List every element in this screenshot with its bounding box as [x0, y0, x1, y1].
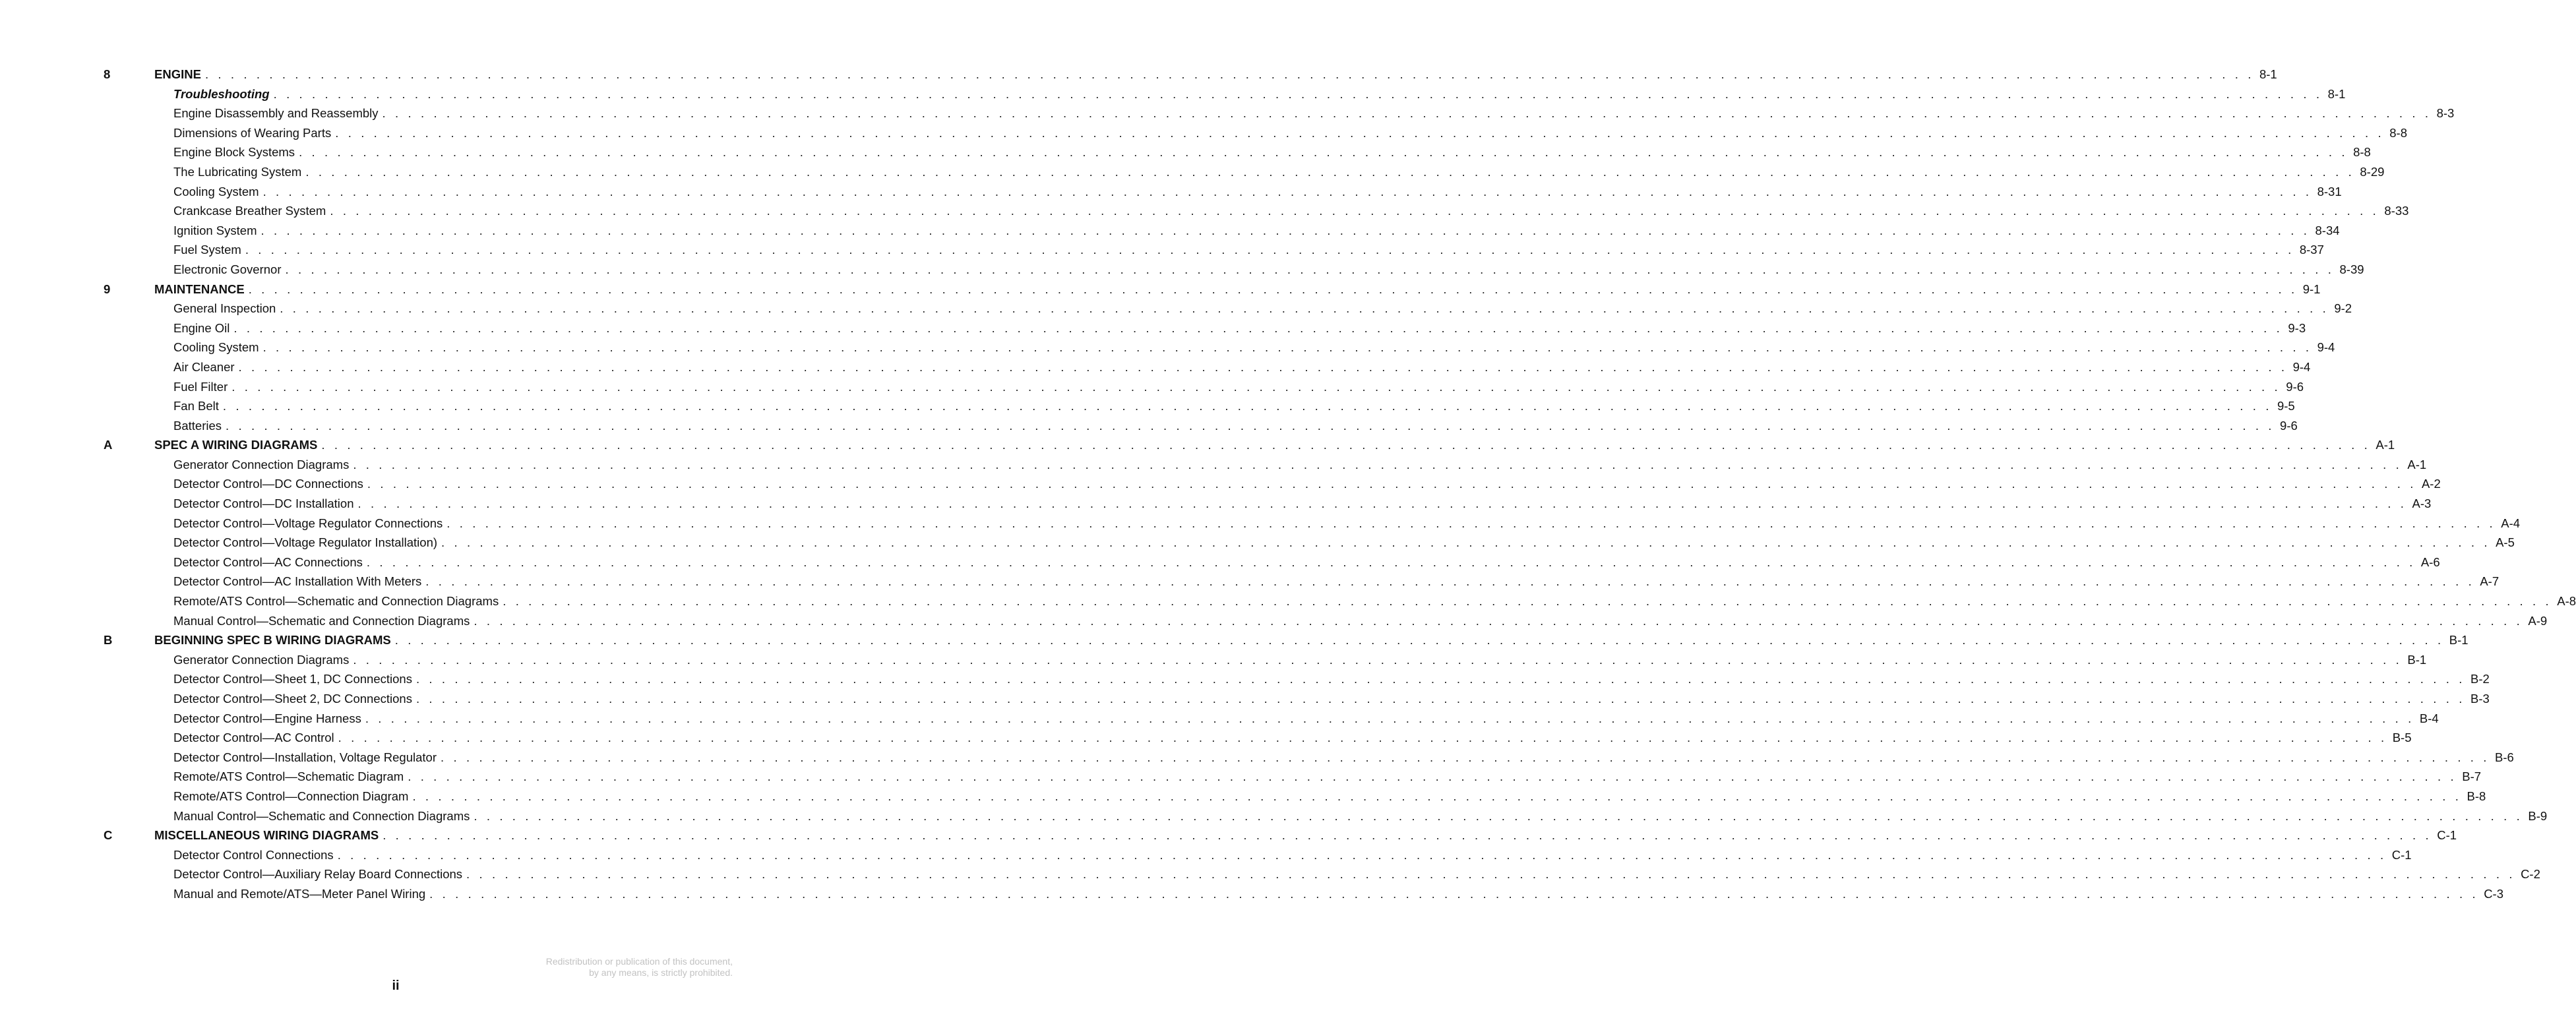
- toc-section-entry[interactable]: [173, 474, 2441, 494]
- toc-page-number: C-1: [2437, 828, 2457, 843]
- toc-entry-title: The Lubricating System: [173, 164, 302, 179]
- toc-section-entry[interactable]: [173, 240, 2324, 260]
- dot-leader: . . . . . . . . . . . . . . . . . . . . . . . . . . . . . . . . . . . . . . . . . . . . . . . . . . . . . . . . . . . . . . . . . . . . . . . . . . . . . . . . . . . . . . . . . . . . . . . . . . . . . . . . . . . . . . . . . . . . . . . . . . . . . . . . . . . . . . . . . . . . . . . . . . . . . . . . . . . . . . . .: [474, 808, 2523, 823]
- toc-section-entry[interactable]: [173, 709, 2439, 729]
- dot-leader: . . . . . . . . . . . . . . . . . . . . . . . . . . . . . . . . . . . . . . . . . . . . . . . . . . . . . . . . . . . . . . . . . . . . . . . . . . . . . . . . . . . . . . . . . . . . . . . . . . . . . . . . . . . . . . . . . . . . . . . . . . . . . . . . . . . . . . . . . . . . . . . . . . . . . . . . . . . . . . . .: [233, 320, 2283, 335]
- toc-row: [0, 396, 2295, 416]
- toc-entry-title: Detector Control—Engine Harness: [173, 711, 361, 725]
- toc-page-number: B-6: [2495, 750, 2514, 764]
- toc-row: [0, 221, 2340, 241]
- toc-row: [0, 884, 2503, 904]
- dot-leader: . . . . . . . . . . . . . . . . . . . . . . . . . . . . . . . . . . . . . . . . . . . . . . . . . . . . . . . . . . . . . . . . . . . . . . . . . . . . . . . . . . . . . . . . . . . . . . . . . . . . . . . . . . . . . . . . . . . . . . . . . . . . . . . . . . . . . . . . . . . . . . . . . . . . . . . . . . . . . . . .: [231, 379, 2281, 394]
- toc-entry-title: Fuel Filter: [173, 379, 228, 394]
- toc-entry-title: Engine Block Systems: [173, 145, 295, 160]
- toc-section-entry[interactable]: [173, 142, 2371, 162]
- toc-page-number: A-3: [2412, 497, 2432, 511]
- dot-leader: . . . . . . . . . . . . . . . . . . . . . . . . . . . . . . . . . . . . . . . . . . . . . . . . . . . . . . . . . . . . . . . . . . . . . . . . . . . . . . . . . . . . . . . . . . . . . . . . . . . . . . . . . . . . . . . . . . . . . . . . . . . . . . . . . . . . . . . . . . . . . . . . . . . . . . . . . . . . . . . .: [321, 438, 2371, 452]
- toc-page-number: 8-31: [2317, 184, 2342, 198]
- toc-section-entry[interactable]: [173, 357, 2311, 377]
- toc-section-entry[interactable]: [173, 864, 2540, 884]
- dot-leader: . . . . . . . . . . . . . . . . . . . . . . . . . . . . . . . . . . . . . . . . . . . . . . . . . . . . . . . . . . . . . . . . . . . . . . . . . . . . . . . . . . . . . . . . . . . . . . . . . . . . . . . . . . . . . . . . . . . . . . . . . . . . . . . . . . . . . . . . . . . . . . . . . . . . . . . . . . . . . . . .: [222, 399, 2272, 413]
- dot-leader: . . . . . . . . . . . . . . . . . . . . . . . . . . . . . . . . . . . . . . . . . . . . . . . . . . . . . . . . . . . . . . . . . . . . . . . . . . . . . . . . . . . . . . . . . . . . . . . . . . . . . . . . . . . . . . . . . . . . . . . . . . . . . . . . . . . . . . . . . . . . . . . . . . . . . . . . . . . . . . . .: [415, 692, 2465, 706]
- toc-row: [0, 767, 2482, 787]
- toc-chapter-number: 9: [104, 282, 111, 296]
- toc-chapter-entry[interactable]: [154, 435, 2395, 455]
- toc-row: [0, 201, 2409, 221]
- toc-page-number: 9-4: [2317, 340, 2335, 355]
- toc-section-entry[interactable]: [173, 611, 2548, 631]
- dot-leader: . . . . . . . . . . . . . . . . . . . . . . . . . . . . . . . . . . . . . . . . . . . . . . . . . . . . . . . . . . . . . . . . . . . . . . . . . . . . . . . . . . . . . . . . . . . . . . . . . . . . . . . . . . . . . . . . . . . . . . . . . . . . . . . . . . . . . . . . . . . . . . . . . . . . . . . . . . . . . . . .: [262, 340, 2312, 355]
- toc-row: [0, 182, 2342, 202]
- toc-page-number: 8-8: [2353, 145, 2371, 160]
- toc-entry-title: Engine Oil: [173, 320, 230, 335]
- toc-page-number: A-5: [2496, 535, 2515, 550]
- toc-page-number: 9-6: [2280, 418, 2298, 433]
- toc-entry-title: Fuel System: [173, 243, 241, 257]
- toc-section-entry[interactable]: [173, 650, 2427, 670]
- toc-page-number: A-6: [2420, 555, 2440, 569]
- toc-entry-title: Troubleshooting: [173, 86, 270, 101]
- toc-row: [0, 845, 2412, 865]
- toc-row: [0, 572, 2499, 591]
- dot-leader: . . . . . . . . . . . . . . . . . . . . . . . . . . . . . . . . . . . . . . . . . . . . . . . . . . . . . . . . . . . . . . . . . . . . . . . . . . . . . . . . . . . . . . . . . . . . . . . . . . . . . . . . . . . . . . . . . . . . . . . . . . . . . . . . . . . . . . . . . . . . . . . . . . . . . . . . . . . . . . . .: [446, 516, 2496, 530]
- toc-section-entry[interactable]: [173, 884, 2503, 904]
- toc-entry-title: General Inspection: [173, 301, 276, 316]
- dot-leader: . . . . . . . . . . . . . . . . . . . . . . . . . . . . . . . . . . . . . . . . . . . . . . . . . . . . . . . . . . . . . . . . . . . . . . . . . . . . . . . . . . . . . . . . . . . . . . . . . . . . . . . . . . . . . . . . . . . . . . . . . . . . . . . . . . . . . . . . . . . . . . . . . . . . . . . . . . . . . . . .: [408, 769, 2457, 784]
- toc-chapter-entry[interactable]: [154, 630, 2469, 650]
- dot-leader: . . . . . . . . . . . . . . . . . . . . . . . . . . . . . . . . . . . . . . . . . . . . . . . . . . . . . . . . . . . . . . . . . . . . . . . . . . . . . . . . . . . . . . . . . . . . . . . . . . . . . . . . . . . . . . . . . . . . . . . . . . . . . . . . . . . . . . . . . . . . . . . . . . . . . . . . . . . . . . . .: [280, 301, 2329, 316]
- dot-leader: . . . . . . . . . . . . . . . . . . . . . . . . . . . . . . . . . . . . . . . . . . . . . . . . . . . . . . . . . . . . . . . . . . . . . . . . . . . . . . . . . . . . . . . . . . . . . . . . . . . . . . . . . . . . . . . . . . . . . . . . . . . . . . . . . . . . . . . . . . . . . . . . . . . . . . . . . . . . . . . .: [412, 789, 2462, 803]
- toc-page-number: B-5: [2392, 731, 2412, 745]
- toc-section-entry[interactable]: [173, 377, 2304, 397]
- toc-row: [0, 123, 2408, 143]
- toc-entry-title: BEGINNING SPEC B WIRING DIAGRAMS: [154, 633, 391, 648]
- dot-leader: . . . . . . . . . . . . . . . . . . . . . . . . . . . . . . . . . . . . . . . . . . . . . . . . . . . . . . . . . . . . . . . . . . . . . . . . . . . . . . . . . . . . . . . . . . . . . . . . . . . . . . . . . . . . . . . . . . . . . . . . . . . . . . . . . . . . . . . . . . . . . . . . . . . . . . . . . . . . . . . .: [357, 497, 2407, 511]
- toc-page-number: 8-37: [2299, 243, 2324, 257]
- page-number: ii: [392, 979, 400, 993]
- toc-entry-title: Detector Control—AC Control: [173, 731, 334, 745]
- toc-page-number: B-2: [2470, 672, 2490, 686]
- dot-leader: . . . . . . . . . . . . . . . . . . . . . . . . . . . . . . . . . . . . . . . . . . . . . . . . . . . . . . . . . . . . . . . . . . . . . . . . . . . . . . . . . . . . . . . . . . . . . . . . . . . . . . . . . . . . . . . . . . . . . . . . . . . . . . . . . . . . . . . . . . . . . . . . . . . . . . . . . . . . . . . .: [429, 886, 2479, 901]
- toc-section-entry[interactable]: [173, 533, 2515, 553]
- toc-page-number: B-1: [2407, 652, 2427, 667]
- toc-page-number: 9-4: [2292, 359, 2311, 374]
- toc-entry-title: Cooling System: [173, 340, 259, 355]
- dot-leader: . . . . . . . . . . . . . . . . . . . . . . . . . . . . . . . . . . . . . . . . . . . . . . . . . . . . . . . . . . . . . . . . . . . . . . . . . . . . . . . . . . . . . . . . . . . . . . . . . . . . . . . . . . . . . . . . . . . . . . . . . . . . . . . . . . . . . . . . . . . . . . . . . . . . . . . . . . . . . . . .: [353, 457, 2403, 471]
- toc-page-number: 8-34: [2315, 223, 2340, 237]
- toc-entry-title: MISCELLANEOUS WIRING DIAGRAMS: [154, 828, 379, 843]
- toc-page-number: 9-6: [2286, 379, 2304, 394]
- toc-row: [0, 84, 2346, 104]
- toc-page-number: B-4: [2419, 711, 2439, 725]
- toc-row: [0, 357, 2311, 377]
- toc-section-entry[interactable]: [173, 455, 2427, 475]
- toc-row: [0, 338, 2335, 357]
- toc-entry-title: Detector Control—Installation, Voltage Regulator: [173, 750, 437, 764]
- dot-leader: . . . . . . . . . . . . . . . . . . . . . . . . . . . . . . . . . . . . . . . . . . . . . . . . . . . . . . . . . . . . . . . . . . . . . . . . . . . . . . . . . . . . . . . . . . . . . . . . . . . . . . . . . . . . . . . . . . . . . . . . . . . . . . . . . . . . . . . . . . . . . . . . . . . . . . . . . . . . . . . .: [474, 613, 2523, 628]
- toc-entry-title: Remote/ATS Control—Schematic and Connection Diagrams: [173, 594, 499, 609]
- dot-leader: . . . . . . . . . . . . . . . . . . . . . . . . . . . . . . . . . . . . . . . . . . . . . . . . . . . . . . . . . . . . . . . . . . . . . . . . . . . . . . . . . . . . . . . . . . . . . . . . . . . . . . . . . . . . . . . . . . . . . . . . . . . . . . . . . . . . . . . . . . . . . . . . . . . . . . . . . . . . . . . .: [330, 204, 2379, 218]
- toc-row: [0, 280, 2321, 299]
- dot-leader: . . . . . . . . . . . . . . . . . . . . . . . . . . . . . . . . . . . . . . . . . . . . . . . . . . . . . . . . . . . . . . . . . . . . . . . . . . . . . . . . . . . . . . . . . . . . . . . . . . . . . . . . . . . . . . . . . . . . . . . . . . . . . . . . . . . . . . . . . . . . . . . . . . . . . . . . . . . . . . . .: [248, 282, 2298, 296]
- toc-entry-title: Batteries: [173, 418, 222, 433]
- toc-page-number: C-3: [2484, 886, 2503, 901]
- toc-row: [0, 416, 2298, 436]
- toc-entry-title: Remote/ATS Control—Schematic Diagram: [173, 769, 404, 784]
- toc-entry-title: Detector Control—AC Installation With Meters: [173, 574, 422, 589]
- toc-page-number: B-9: [2528, 808, 2548, 823]
- toc-section-entry[interactable]: [173, 553, 2440, 572]
- toc-chapter-entry[interactable]: [154, 280, 2321, 299]
- toc-page-number: A-1: [2407, 457, 2427, 471]
- toc-row: [0, 591, 2576, 611]
- toc-entry-title: Manual Control—Schematic and Connection Diagrams: [173, 613, 470, 628]
- dot-leader: . . . . . . . . . . . . . . . . . . . . . . . . . . . . . . . . . . . . . . . . . . . . . . . . . . . . . . . . . . . . . . . . . . . . . . . . . . . . . . . . . . . . . . . . . . . . . . . . . . . . . . . . . . . . . . . . . . . . . . . . . . . . . . . . . . . . . . . . . . . . . . . . . . . . . . . . . . . . . . . .: [415, 672, 2465, 686]
- toc-entry-title: MAINTENANCE: [154, 282, 245, 296]
- toc-section-entry[interactable]: [173, 162, 2385, 182]
- toc-section-entry[interactable]: [173, 748, 2514, 768]
- notice-line-2: by any means, is strictly prohibited.: [589, 967, 733, 978]
- toc-row: [0, 377, 2304, 397]
- toc-row: [0, 65, 2277, 84]
- toc-row: [0, 826, 2457, 845]
- toc-entry-title: Detector Control—Sheet 2, DC Connections: [173, 692, 412, 706]
- toc-page-number: B-3: [2470, 692, 2490, 706]
- toc-entry-title: Detector Control—Voltage Regulator Connections: [173, 516, 443, 530]
- toc-entry-title: Detector Control—DC Connections: [173, 477, 363, 491]
- toc-row: [0, 553, 2440, 572]
- redistribution-notice: [546, 956, 733, 979]
- toc-section-entry[interactable]: [173, 396, 2295, 416]
- dot-leader: . . . . . . . . . . . . . . . . . . . . . . . . . . . . . . . . . . . . . . . . . . . . . . . . . . . . . . . . . . . . . . . . . . . . . . . . . . . . . . . . . . . . . . . . . . . . . . . . . . . . . . . . . . . . . . . . . . . . . . . . . . . . . . . . . . . . . . . . . . . . . . . . . . . . . . . . . . . . . . . .: [262, 184, 2312, 198]
- dot-leader: . . . . . . . . . . . . . . . . . . . . . . . . . . . . . . . . . . . . . . . . . . . . . . . . . . . . . . . . . . . . . . . . . . . . . . . . . . . . . . . . . . . . . . . . . . . . . . . . . . . . . . . . . . . . . . . . . . . . . . . . . . . . . . . . . . . . . . . . . . . . . . . . . . . . . . . . . . . . . . . .: [367, 477, 2416, 491]
- toc-chapter-number: B: [104, 633, 113, 648]
- toc-section-entry[interactable]: [173, 104, 2455, 123]
- toc-page-number: 9-2: [2334, 301, 2352, 316]
- toc-row: [0, 435, 2395, 455]
- toc-entry-title: Crankcase Breather System: [173, 204, 326, 218]
- dot-leader: . . . . . . . . . . . . . . . . . . . . . . . . . . . . . . . . . . . . . . . . . . . . . . . . . . . . . . . . . . . . . . . . . . . . . . . . . . . . . . . . . . . . . . . . . . . . . . . . . . . . . . . . . . . . . . . . . . . . . . . . . . . . . . . . . . . . . . . . . . . . . . . . . . . . . . . . . . . . . . . .: [245, 243, 2294, 257]
- toc-row: [0, 260, 2364, 280]
- toc-section-entry[interactable]: [173, 806, 2548, 826]
- toc-row: [0, 494, 2432, 514]
- toc-section-entry[interactable]: [173, 669, 2490, 689]
- toc-entry-title: Detector Control Connections: [173, 847, 334, 862]
- dot-leader: . . . . . . . . . . . . . . . . . . . . . . . . . . . . . . . . . . . . . . . . . . . . . . . . . . . . . . . . . . . . . . . . . . . . . . . . . . . . . . . . . . . . . . . . . . . . . . . . . . . . . . . . . . . . . . . . . . . . . . . . . . . . . . . . . . . . . . . . . . . . . . . . . . . . . . . . . . . . . . . .: [466, 867, 2516, 882]
- toc-entry-title: Detector Control—Auxiliary Relay Board Connections: [173, 867, 463, 882]
- toc-page-number: 9-3: [2288, 320, 2306, 335]
- toc-entry-title: Detector Control—Sheet 1, DC Connections: [173, 672, 412, 686]
- toc-section-entry[interactable]: [173, 201, 2409, 221]
- toc-entry-title: Detector Control—DC Installation: [173, 497, 354, 511]
- toc-entry-title: Cooling System: [173, 184, 259, 198]
- toc-page-number: B-7: [2462, 769, 2482, 784]
- toc-page-number: A-2: [2421, 477, 2441, 491]
- toc-entry-title: Fan Belt: [173, 399, 219, 413]
- toc-entry-title: Ignition System: [173, 223, 257, 237]
- toc-row: [0, 299, 2352, 318]
- toc-page-number: 9-1: [2302, 282, 2321, 296]
- dot-leader: . . . . . . . . . . . . . . . . . . . . . . . . . . . . . . . . . . . . . . . . . . . . . . . . . . . . . . . . . . . . . . . . . . . . . . . . . . . . . . . . . . . . . . . . . . . . . . . . . . . . . . . . . . . . . . . . . . . . . . . . . . . . . . . . . . . . . . . . . . . . . . . . . . . . . . . . . . . . . . . .: [337, 847, 2387, 862]
- toc-section-entry[interactable]: [173, 728, 2412, 748]
- toc-entry-title: Manual and Remote/ATS—Meter Panel Wiring: [173, 886, 426, 901]
- dot-leader: . . . . . . . . . . . . . . . . . . . . . . . . . . . . . . . . . . . . . . . . . . . . . . . . . . . . . . . . . . . . . . . . . . . . . . . . . . . . . . . . . . . . . . . . . . . . . . . . . . . . . . . . . . . . . . . . . . . . . . . . . . . . . . . . . . . . . . . . . . . . . . . . . . . . . . . . . . . . . . . .: [299, 145, 2348, 160]
- toc-entry-title: Remote/ATS Control—Connection Diagram: [173, 789, 409, 803]
- toc-row: [0, 162, 2385, 182]
- toc-chapter-entry[interactable]: [154, 65, 2277, 84]
- table-of-contents: [0, 65, 2576, 904]
- toc-section-entry[interactable]: [173, 845, 2412, 865]
- dot-leader: . . . . . . . . . . . . . . . . . . . . . . . . . . . . . . . . . . . . . . . . . . . . . . . . . . . . . . . . . . . . . . . . . . . . . . . . . . . . . . . . . . . . . . . . . . . . . . . . . . . . . . . . . . . . . . . . . . . . . . . . . . . . . . . . . . . . . . . . . . . . . . . . . . . . . . . . . . . . . . . .: [503, 594, 2552, 609]
- toc-entry-title: Generator Connection Diagrams: [173, 457, 350, 471]
- toc-entry-title: Detector Control—Voltage Regulator Installation): [173, 535, 438, 550]
- toc-section-entry[interactable]: [173, 689, 2490, 709]
- toc-page-number: 8-3: [2436, 106, 2455, 121]
- toc-chapter-entry[interactable]: [154, 826, 2457, 845]
- toc-row: [0, 728, 2412, 748]
- toc-row: [0, 611, 2548, 631]
- toc-section-entry[interactable]: [173, 182, 2342, 202]
- dot-leader: . . . . . . . . . . . . . . . . . . . . . . . . . . . . . . . . . . . . . . . . . . . . . . . . . . . . . . . . . . . . . . . . . . . . . . . . . . . . . . . . . . . . . . . . . . . . . . . . . . . . . . . . . . . . . . . . . . . . . . . . . . . . . . . . . . . . . . . . . . . . . . . . . . . . . . . . . . . . . . . .: [335, 125, 2385, 140]
- toc-entry-title: Detector Control—AC Connections: [173, 555, 363, 569]
- toc-section-entry[interactable]: [173, 787, 2486, 806]
- toc-section-entry[interactable]: [173, 338, 2335, 357]
- dot-leader: . . . . . . . . . . . . . . . . . . . . . . . . . . . . . . . . . . . . . . . . . . . . . . . . . . . . . . . . . . . . . . . . . . . . . . . . . . . . . . . . . . . . . . . . . . . . . . . . . . . . . . . . . . . . . . . . . . . . . . . . . . . . . . . . . . . . . . . . . . . . . . . . . . . . . . . . . . . . . . . .: [365, 711, 2414, 725]
- toc-section-entry[interactable]: [173, 123, 2408, 143]
- dot-leader: . . . . . . . . . . . . . . . . . . . . . . . . . . . . . . . . . . . . . . . . . . . . . . . . . . . . . . . . . . . . . . . . . . . . . . . . . . . . . . . . . . . . . . . . . . . . . . . . . . . . . . . . . . . . . . . . . . . . . . . . . . . . . . . . . . . . . . . . . . . . . . . . . . . . . . . . . . . . . . . .: [353, 652, 2403, 667]
- toc-entry-title: Electronic Governor: [173, 262, 282, 276]
- toc-page-number: 8-33: [2384, 204, 2409, 218]
- toc-entry-title: SPEC A WIRING DIAGRAMS: [154, 438, 318, 452]
- toc-row: [0, 787, 2486, 806]
- toc-row: [0, 630, 2469, 650]
- toc-row: [0, 669, 2490, 689]
- toc-section-entry[interactable]: [173, 221, 2340, 241]
- toc-page-number: 8-29: [2360, 164, 2385, 179]
- notice-line-1: Redistribution or publication of this document,: [545, 956, 733, 967]
- dot-leader: . . . . . . . . . . . . . . . . . . . . . . . . . . . . . . . . . . . . . . . . . . . . . . . . . . . . . . . . . . . . . . . . . . . . . . . . . . . . . . . . . . . . . . . . . . . . . . . . . . . . . . . . . . . . . . . . . . . . . . . . . . . . . . . . . . . . . . . . . . . . . . . . . . . . . . . . . . . . . . . .: [204, 67, 2254, 81]
- toc-page-number: A-7: [2480, 574, 2499, 589]
- toc-page-number: 8-1: [2259, 67, 2277, 81]
- toc-page-number: 9-5: [2277, 399, 2295, 413]
- toc-row: [0, 142, 2371, 162]
- toc-row: [0, 455, 2427, 475]
- toc-page-number: 8-8: [2389, 125, 2408, 140]
- toc-row: [0, 240, 2324, 260]
- toc-entry-title: Manual Control—Schematic and Connection Diagrams: [173, 808, 470, 823]
- toc-section-entry[interactable]: [173, 84, 2346, 104]
- toc-page-number: C-1: [2391, 847, 2412, 862]
- dot-leader: . . . . . . . . . . . . . . . . . . . . . . . . . . . . . . . . . . . . . . . . . . . . . . . . . . . . . . . . . . . . . . . . . . . . . . . . . . . . . . . . . . . . . . . . . . . . . . . . . . . . . . . . . . . . . . . . . . . . . . . . . . . . . . . . . . . . . . . . . . . . . . . . . . . . . . . . . . . . . . . .: [305, 164, 2355, 179]
- toc-row: [0, 533, 2515, 553]
- toc-row: [0, 318, 2306, 338]
- dot-leader: . . . . . . . . . . . . . . . . . . . . . . . . . . . . . . . . . . . . . . . . . . . . . . . . . . . . . . . . . . . . . . . . . . . . . . . . . . . . . . . . . . . . . . . . . . . . . . . . . . . . . . . . . . . . . . . . . . . . . . . . . . . . . . . . . . . . . . . . . . . . . . . . . . . . . . . . . . . . . . . .: [441, 750, 2490, 764]
- toc-section-entry[interactable]: [173, 591, 2576, 611]
- toc-section-entry[interactable]: [173, 260, 2364, 280]
- toc-section-entry[interactable]: [173, 494, 2432, 514]
- dot-leader: . . . . . . . . . . . . . . . . . . . . . . . . . . . . . . . . . . . . . . . . . . . . . . . . . . . . . . . . . . . . . . . . . . . . . . . . . . . . . . . . . . . . . . . . . . . . . . . . . . . . . . . . . . . . . . . . . . . . . . . . . . . . . . . . . . . . . . . . . . . . . . . . . . . . . . . . . . . . . . . .: [238, 359, 2288, 374]
- toc-section-entry[interactable]: [173, 318, 2306, 338]
- toc-page-number: A-8: [2557, 594, 2576, 609]
- toc-row: [0, 474, 2441, 494]
- toc-row: [0, 689, 2490, 709]
- dot-leader: . . . . . . . . . . . . . . . . . . . . . . . . . . . . . . . . . . . . . . . . . . . . . . . . . . . . . . . . . . . . . . . . . . . . . . . . . . . . . . . . . . . . . . . . . . . . . . . . . . . . . . . . . . . . . . . . . . . . . . . . . . . . . . . . . . . . . . . . . . . . . . . . . . . . . . . . . . . . . . . .: [394, 633, 2444, 648]
- toc-entry-title: Engine Disassembly and Reassembly: [173, 106, 379, 121]
- toc-section-entry[interactable]: [173, 299, 2352, 318]
- toc-page-number: A-1: [2376, 438, 2395, 452]
- toc-page-number: A-4: [2501, 516, 2521, 530]
- toc-entry-title: Dimensions of Wearing Parts: [173, 125, 332, 140]
- toc-section-entry[interactable]: [173, 416, 2298, 436]
- dot-leader: . . . . . . . . . . . . . . . . . . . . . . . . . . . . . . . . . . . . . . . . . . . . . . . . . . . . . . . . . . . . . . . . . . . . . . . . . . . . . . . . . . . . . . . . . . . . . . . . . . . . . . . . . . . . . . . . . . . . . . . . . . . . . . . . . . . . . . . . . . . . . . . . . . . . . . . . . . . . . . . .: [226, 418, 2275, 433]
- toc-entry-title: Generator Connection Diagrams: [173, 652, 350, 667]
- dot-leader: . . . . . . . . . . . . . . . . . . . . . . . . . . . . . . . . . . . . . . . . . . . . . . . . . . . . . . . . . . . . . . . . . . . . . . . . . . . . . . . . . . . . . . . . . . . . . . . . . . . . . . . . . . . . . . . . . . . . . . . . . . . . . . . . . . . . . . . . . . . . . . . . . . . . . . . . . . . . . . . .: [338, 731, 2387, 745]
- toc-chapter-number: C: [104, 828, 113, 843]
- toc-page-number: A-9: [2528, 613, 2548, 628]
- toc-page-number: C-2: [2521, 867, 2540, 882]
- dot-leader: . . . . . . . . . . . . . . . . . . . . . . . . . . . . . . . . . . . . . . . . . . . . . . . . . . . . . . . . . . . . . . . . . . . . . . . . . . . . . . . . . . . . . . . . . . . . . . . . . . . . . . . . . . . . . . . . . . . . . . . . . . . . . . . . . . . . . . . . . . . . . . . . . . . . . . . . . . . . . . . .: [285, 262, 2335, 276]
- toc-page-number: B-1: [2449, 633, 2469, 648]
- toc-row: [0, 806, 2548, 826]
- toc-section-entry[interactable]: [173, 572, 2499, 591]
- toc-row: [0, 104, 2455, 123]
- dot-leader: . . . . . . . . . . . . . . . . . . . . . . . . . . . . . . . . . . . . . . . . . . . . . . . . . . . . . . . . . . . . . . . . . . . . . . . . . . . . . . . . . . . . . . . . . . . . . . . . . . . . . . . . . . . . . . . . . . . . . . . . . . . . . . . . . . . . . . . . . . . . . . . . . . . . . . . . . . . . . . . .: [261, 223, 2310, 237]
- toc-page-number: B-8: [2467, 789, 2486, 803]
- dot-leader: . . . . . . . . . . . . . . . . . . . . . . . . . . . . . . . . . . . . . . . . . . . . . . . . . . . . . . . . . . . . . . . . . . . . . . . . . . . . . . . . . . . . . . . . . . . . . . . . . . . . . . . . . . . . . . . . . . . . . . . . . . . . . . . . . . . . . . . . . . . . . . . . . . . . . . . . . . . . . . . .: [366, 555, 2416, 569]
- toc-entry-title: Air Cleaner: [173, 359, 235, 374]
- dot-leader: . . . . . . . . . . . . . . . . . . . . . . . . . . . . . . . . . . . . . . . . . . . . . . . . . . . . . . . . . . . . . . . . . . . . . . . . . . . . . . . . . . . . . . . . . . . . . . . . . . . . . . . . . . . . . . . . . . . . . . . . . . . . . . . . . . . . . . . . . . . . . . . . . . . . . . . . . . . . . . . .: [273, 86, 2323, 101]
- toc-page-number: 8-39: [2339, 262, 2364, 276]
- toc-chapter-number: 8: [104, 67, 111, 81]
- dot-leader: . . . . . . . . . . . . . . . . . . . . . . . . . . . . . . . . . . . . . . . . . . . . . . . . . . . . . . . . . . . . . . . . . . . . . . . . . . . . . . . . . . . . . . . . . . . . . . . . . . . . . . . . . . . . . . . . . . . . . . . . . . . . . . . . . . . . . . . . . . . . . . . . . . . . . . . . . . . . . . . .: [382, 106, 2432, 121]
- toc-row: [0, 864, 2540, 884]
- toc-page-number: 8-1: [2327, 86, 2346, 101]
- toc-section-entry[interactable]: [173, 767, 2482, 787]
- dot-leader: . . . . . . . . . . . . . . . . . . . . . . . . . . . . . . . . . . . . . . . . . . . . . . . . . . . . . . . . . . . . . . . . . . . . . . . . . . . . . . . . . . . . . . . . . . . . . . . . . . . . . . . . . . . . . . . . . . . . . . . . . . . . . . . . . . . . . . . . . . . . . . . . . . . . . . . . . . . . . . . .: [383, 828, 2432, 843]
- dot-leader: . . . . . . . . . . . . . . . . . . . . . . . . . . . . . . . . . . . . . . . . . . . . . . . . . . . . . . . . . . . . . . . . . . . . . . . . . . . . . . . . . . . . . . . . . . . . . . . . . . . . . . . . . . . . . . . . . . . . . . . . . . . . . . . . . . . . . . . . . . . . . . . . . . . . . . . . . . . . . . . .: [441, 535, 2491, 550]
- toc-row: [0, 514, 2521, 533]
- toc-row: [0, 709, 2439, 729]
- toc-row: [0, 650, 2427, 670]
- toc-row: [0, 748, 2514, 768]
- dot-leader: . . . . . . . . . . . . . . . . . . . . . . . . . . . . . . . . . . . . . . . . . . . . . . . . . . . . . . . . . . . . . . . . . . . . . . . . . . . . . . . . . . . . . . . . . . . . . . . . . . . . . . . . . . . . . . . . . . . . . . . . . . . . . . . . . . . . . . . . . . . . . . . . . . . . . . . . . . . . . . . .: [425, 574, 2475, 589]
- toc-chapter-number: A: [104, 438, 113, 452]
- toc-section-entry[interactable]: [173, 514, 2521, 533]
- toc-entry-title: ENGINE: [154, 67, 201, 81]
